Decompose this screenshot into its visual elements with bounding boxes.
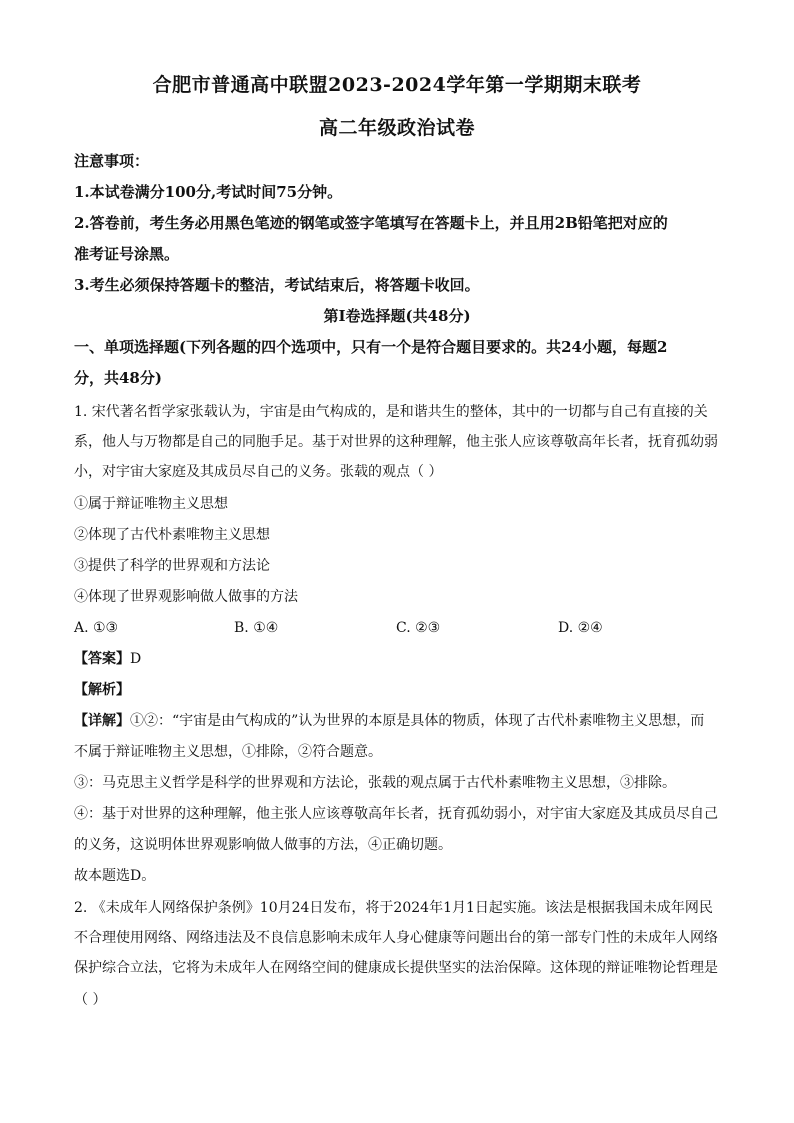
q1-option-b: B. ①④ xyxy=(234,620,279,636)
detail-text-a: ①②：“宇宙是由气构成的”认为世界的本原是具体的物质，体现了古代朴素唯物主义思想，而 xyxy=(130,713,705,729)
q1-analysis-tag xyxy=(74,680,724,700)
q1-detail-a xyxy=(74,711,724,731)
analysis-tag: 【解析】 xyxy=(74,682,130,698)
q1-statement-3: ③提供了科学的世界观和方法论 xyxy=(74,558,270,574)
q2-stem-b: 不合理使用网络、网络违法及不良信息影响未成年人身心健康等问题出台的第一部专门性的未成年人网络 xyxy=(74,930,718,946)
answer-value: D xyxy=(130,651,142,667)
q1-statement-1: ①属于辩证唯物主义思想 xyxy=(74,496,228,512)
part1-heading-a: 一、单项选择题(下列各题的四个选项中，只有一个是符合题目要求的。共24小题，每题2 xyxy=(74,338,668,356)
q1-statement-2: ②体现了古代朴素唯物主义思想 xyxy=(74,527,270,543)
notice-item-1: 1.本试卷满分100分,考试时间75分钟。 xyxy=(74,183,343,201)
q1-conclusion: 故本题选D。 xyxy=(74,868,156,884)
q1-option-c: C. ②③ xyxy=(396,620,441,636)
part1-heading-b: 分，共48分) xyxy=(74,369,162,387)
answer-tag: 【答案】 xyxy=(74,651,130,667)
q1-option-a: A. ①③ xyxy=(74,620,119,636)
notice-item-3: 3.考生必须保持答题卡的整洁，考试结束后，将答题卡收回。 xyxy=(74,276,480,294)
section-title: 第Ⅰ卷选择题(共48分) xyxy=(323,307,471,325)
q2-stem-a: 2. 《未成年人网络保护条例》10月24日发布，将于2024年1月1日起实施。该法是根据我国未成年网民 xyxy=(74,900,713,916)
q1-stem-c: 小，对宇宙大家庭及其成员尽自己的义务。张载的观点（ ） xyxy=(74,464,443,480)
detail-tag: 【详解】 xyxy=(74,713,130,729)
exam-title: 合肥市普通高中联盟2023-2024学年第一学期期末联考 xyxy=(152,74,642,96)
q1-stem-b: 系，他人与万物都是自己的同胞手足。基于对世界的这种理解，他主张人应该尊敬高年长者，抚育孤幼弱 xyxy=(74,434,718,450)
q2-stem-c: 保护综合立法，它将为未成年人在网络空间的健康成长提供坚实的法治保障。这体现的辩证唯物论哲理是 xyxy=(74,960,718,976)
q1-detail-c: ③：马克思主义哲学是科学的世界观和方法论，张载的观点属于古代朴素唯物主义思想，③排除。 xyxy=(74,775,676,791)
notice-item-2a: 2.答卷前，考生务必用黑色笔迹的钢笔或签字笔填写在答题卡上，并且用2B铅笔把对应的 xyxy=(74,214,668,232)
q2-stem-d: （ ） xyxy=(74,992,107,1008)
q1-answer xyxy=(74,649,724,669)
q1-detail-e: 的义务，这说明体世界观影响做人做事的方法，④正确切题。 xyxy=(74,837,452,853)
q1-statement-4: ④体现了世界观影响做人做事的方法 xyxy=(74,589,298,605)
q1-option-d: D. ②④ xyxy=(558,620,603,636)
exam-subtitle: 高二年级政治试卷 xyxy=(318,117,475,139)
q1-stem-a: 1. 宋代著名哲学家张载认为，宇宙是由气构成的，是和谐共生的整体，其中的一切都与自己有直接的关 xyxy=(74,404,708,420)
q1-detail-b: 不属于辩证唯物主义思想，①排除，②符合题意。 xyxy=(74,744,382,760)
notice-heading: 注意事项： xyxy=(74,152,150,170)
q1-detail-d: ④：基于对世界的这种理解，他主张人应该尊敬高年长者，抚育孤幼弱小，对宇宙大家庭及其成员尽自己 xyxy=(74,806,718,822)
notice-item-2b: 准考证号涂黑。 xyxy=(74,245,180,263)
